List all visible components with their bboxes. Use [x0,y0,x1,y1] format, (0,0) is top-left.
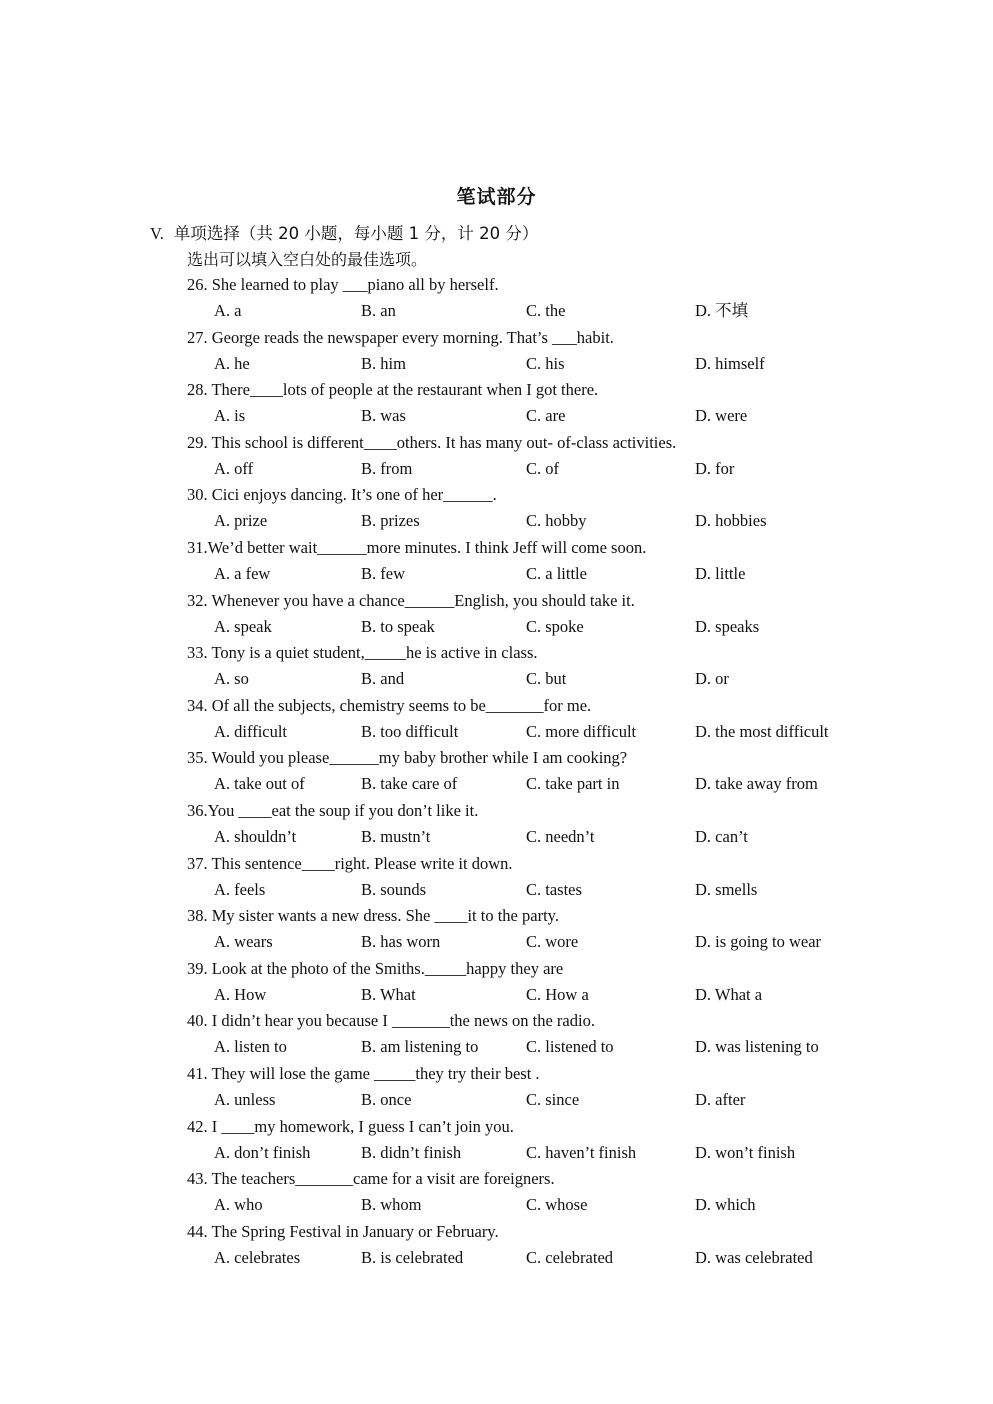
option-b: B. is celebrated [361,1247,464,1267]
section-heading [150,220,538,244]
option-b: B. too difficult [361,721,459,741]
option-a: A. feels [214,879,266,899]
question-item [0,325,993,378]
option-b: B. an [361,301,396,320]
option-a: A. who [214,1195,263,1215]
option-c: C. but [526,669,567,689]
question-stem: 26. She learned to play ___piano all by herself. [187,275,499,294]
option-d: D. which [695,1195,756,1215]
question-options [0,771,993,797]
section-heading-text: 单项选择（共 20 小题，每小题 1 分，计 20 分） [173,224,539,243]
question-item [0,1219,993,1272]
option-a: A. wears [214,932,273,952]
question-stem: 31.We’d better wait______more minutes. I think Jeff will come soon. [187,537,647,557]
question-stem: 39. Look at the photo of the Smiths._____happy they are [187,958,564,978]
option-c: C. since [526,1089,580,1109]
option-b: B. from [361,458,413,478]
question-item [0,1114,993,1167]
option-a: A. difficult [214,721,288,741]
question-options [0,456,993,482]
option-b: B. was [361,406,406,426]
question-stem: 44. The Spring Festival in January or February. [187,1221,499,1241]
option-c: C. his [526,353,565,373]
question-stem: 40. I didn’t hear you because I _______the news on the radio. [187,1011,595,1031]
question-stem: 35. Would you please______my baby brother while I am cooking? [187,748,628,768]
question-stem: 41. They will lose the game _____they try their best . [187,1063,540,1083]
option-d: D. himself [695,353,765,373]
option-c: C. How a [526,984,589,1004]
option-a: A. unless [214,1089,276,1109]
question-options [0,719,993,745]
option-d: D. little [695,563,746,583]
section-instruction: 选出可以填入空白处的最佳选项。 [187,250,428,269]
option-a: A. prize [214,511,268,531]
question-options [0,1192,993,1218]
option-b: B. to speak [361,616,435,636]
option-b: B. him [361,353,406,373]
question-item [0,956,993,1009]
option-a: A. so [214,669,249,689]
option-b: B. mustn’t [361,826,431,846]
question-item [0,745,993,798]
option-c: C. more difficult [526,721,637,741]
option-c: C. tastes [526,879,582,899]
question-item [0,482,993,535]
question-item [0,903,993,956]
option-c: C. a little [526,563,587,583]
question-stem: 36.You ____eat the soup if you don’t like it. [187,800,479,820]
option-d: D. was listening to [695,1037,819,1057]
question-options [0,982,993,1008]
question-stem: 30. Cici enjoys dancing. It’s one of her______. [187,485,497,505]
question-options [0,351,993,377]
question-item [0,693,993,746]
option-b: B. sounds [361,879,427,899]
option-a: A. How [214,984,267,1004]
question-options [0,824,993,850]
option-a: A. don’t finish [214,1142,311,1162]
option-b: B. once [361,1089,412,1109]
section-number: V. [150,224,164,243]
question-options [0,561,993,587]
question-options [0,403,993,429]
question-stem: 38. My sister wants a new dress. She ____it to the party. [187,906,559,926]
option-a: A. listen to [214,1037,287,1057]
option-d: D. after [695,1089,746,1109]
option-d: D. was celebrated [695,1247,813,1267]
option-c: C. are [526,406,566,426]
question-item [0,851,993,904]
question-item [0,588,993,641]
option-d: D. 不填 [695,301,749,320]
question-item [0,1061,993,1114]
option-a: A. speak [214,616,272,636]
page-title: 笔试部分 [456,186,537,208]
question-stem: 34. Of all the subjects, chemistry seems to be_______for me. [187,695,592,715]
option-d: D. were [695,406,748,426]
option-a: A. shouldn’t [214,826,297,846]
question-stem: 27. George reads the newspaper every morning. That’s ___habit. [187,327,614,347]
option-a: A. a few [214,563,271,583]
option-c: C. haven’t finish [526,1142,637,1162]
option-b: B. am listening to [361,1037,479,1057]
option-a: A. is [214,406,246,426]
option-b: B. whom [361,1195,422,1215]
option-c: C. take part in [526,774,620,794]
option-c: C. of [526,458,559,478]
question-item [0,1008,993,1061]
question-stem: 33. Tony is a quiet student,_____he is active in class. [187,643,538,663]
question-item [0,1166,993,1219]
question-stem: 37. This sentence____right. Please write it down. [187,853,513,873]
question-item [0,272,993,325]
question-options [0,877,993,903]
option-d: D. hobbies [695,511,767,531]
option-b: B. What [361,984,416,1004]
option-c: C. wore [526,932,579,952]
option-b: B. didn’t finish [361,1142,462,1162]
option-c: C. needn’t [526,826,595,846]
option-c: C. whose [526,1195,588,1215]
question-item [0,535,993,588]
option-a: A. celebrates [214,1247,301,1267]
option-d: D. the most difficult [695,721,829,741]
question-options [0,1087,993,1113]
question-stem: 28. There____lots of people at the restaurant when I got there. [187,380,599,400]
question-item [0,798,993,851]
option-c: C. spoke [526,616,584,636]
option-a: A. he [214,353,250,373]
question-options [0,929,993,955]
question-options [0,1034,993,1060]
question-options [0,1140,993,1166]
option-c: C. hobby [526,511,587,531]
option-c: C. the [526,301,566,320]
question-options [0,298,993,324]
option-d: D. can’t [695,826,748,846]
option-b: B. prizes [361,511,420,531]
question-options [0,614,993,640]
option-b: B. has worn [361,932,441,952]
option-b: B. few [361,563,405,583]
question-options [0,1245,993,1271]
question-item [0,377,993,430]
option-a: A. take out of [214,774,305,794]
question-options [0,508,993,534]
question-list [0,272,993,1271]
option-d: D. or [695,669,729,689]
option-d: D. take away from [695,774,818,794]
question-stem: 42. I ____my homework, I guess I can’t join you. [187,1116,514,1136]
question-item [0,430,993,483]
question-item [0,640,993,693]
option-a: A. off [214,458,254,478]
question-options [0,666,993,692]
option-d: D. speaks [695,616,760,636]
option-d: D. smells [695,879,758,899]
option-d: D. What a [695,984,763,1004]
option-c: C. celebrated [526,1247,614,1267]
option-d: D. won’t finish [695,1142,796,1162]
option-b: B. take care of [361,774,458,794]
option-d: D. for [695,458,735,478]
option-b: B. and [361,669,405,689]
question-stem: 29. This school is different____others. It has many out- of-class activities. [187,432,677,452]
question-stem: 32. Whenever you have a chance______English, you should take it. [187,590,635,610]
question-stem: 43. The teachers_______came for a visit are foreigners. [187,1169,555,1189]
option-d: D. is going to wear [695,932,822,952]
option-c: C. listened to [526,1037,614,1057]
option-a: A. a [214,301,242,320]
